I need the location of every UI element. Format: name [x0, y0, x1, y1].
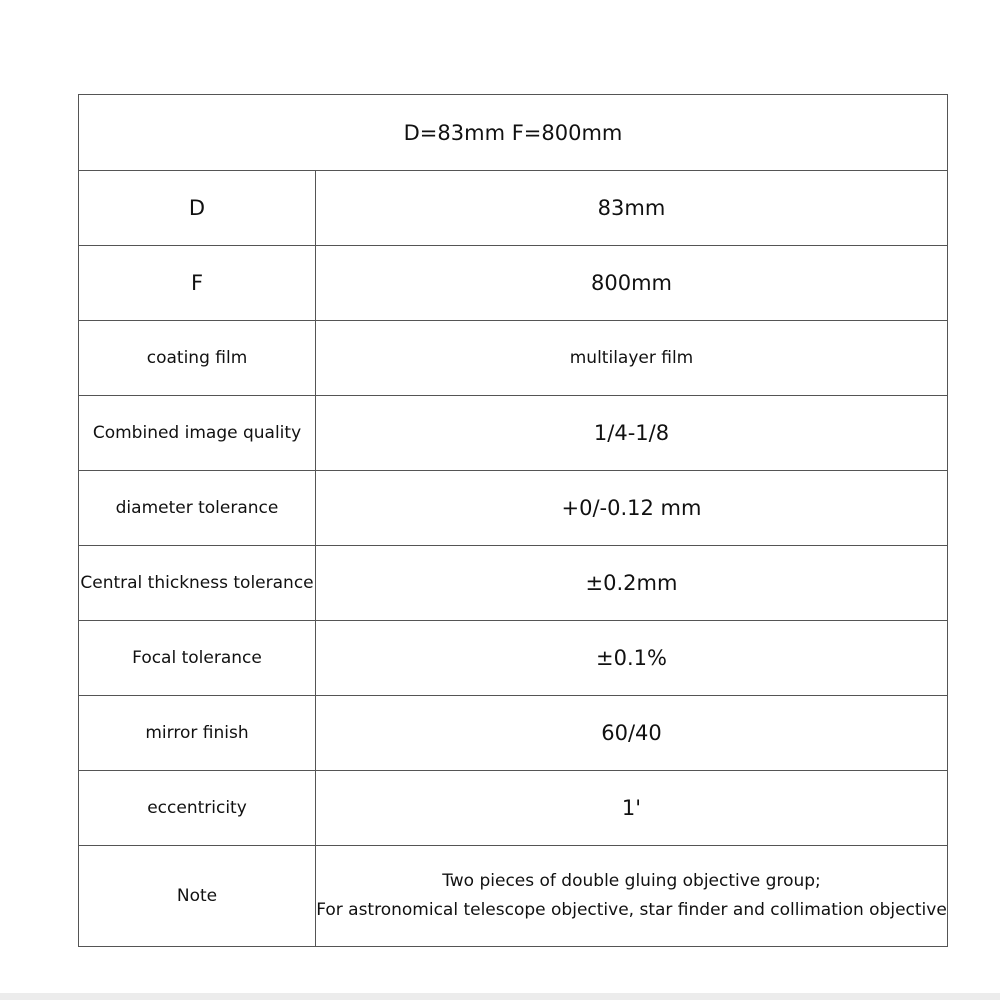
table-title: D=83mm F=800mm [79, 95, 948, 171]
row-value: 800mm [316, 246, 948, 321]
row-label: mirror finish [79, 696, 316, 771]
row-value: 1/4-1/8 [316, 396, 948, 471]
row-label: D [79, 171, 316, 246]
row-label: Central thickness tolerance [79, 546, 316, 621]
spec-table [78, 94, 948, 947]
bottom-band [0, 993, 1000, 1000]
row-label: F [79, 246, 316, 321]
row-label: coating film [79, 321, 316, 396]
row-value: +0/-0.12 mm [316, 471, 948, 546]
row-label: Combined image quality [79, 396, 316, 471]
note-value [316, 846, 948, 947]
table-row [79, 771, 948, 846]
table-row [79, 621, 948, 696]
row-value: 1' [316, 771, 948, 846]
table-row [79, 696, 948, 771]
table-row [79, 246, 948, 321]
row-value: 83mm [316, 171, 948, 246]
row-value: ±0.2mm [316, 546, 948, 621]
note-line-1: Two pieces of double gluing objective group; [442, 871, 821, 891]
note-label: Note [79, 846, 316, 947]
table-row [79, 396, 948, 471]
table-row [79, 546, 948, 621]
table-row [79, 471, 948, 546]
row-value: ±0.1% [316, 621, 948, 696]
row-label: Focal tolerance [79, 621, 316, 696]
table-row [79, 171, 948, 246]
table-row [79, 321, 948, 396]
note-line-2: For astronomical telescope objective, star finder and collimation objective [316, 900, 947, 920]
row-label: diameter tolerance [79, 471, 316, 546]
table-title-row [79, 95, 948, 171]
note-row [79, 846, 948, 947]
row-value: multilayer film [316, 321, 948, 396]
row-value: 60/40 [316, 696, 948, 771]
row-label: eccentricity [79, 771, 316, 846]
